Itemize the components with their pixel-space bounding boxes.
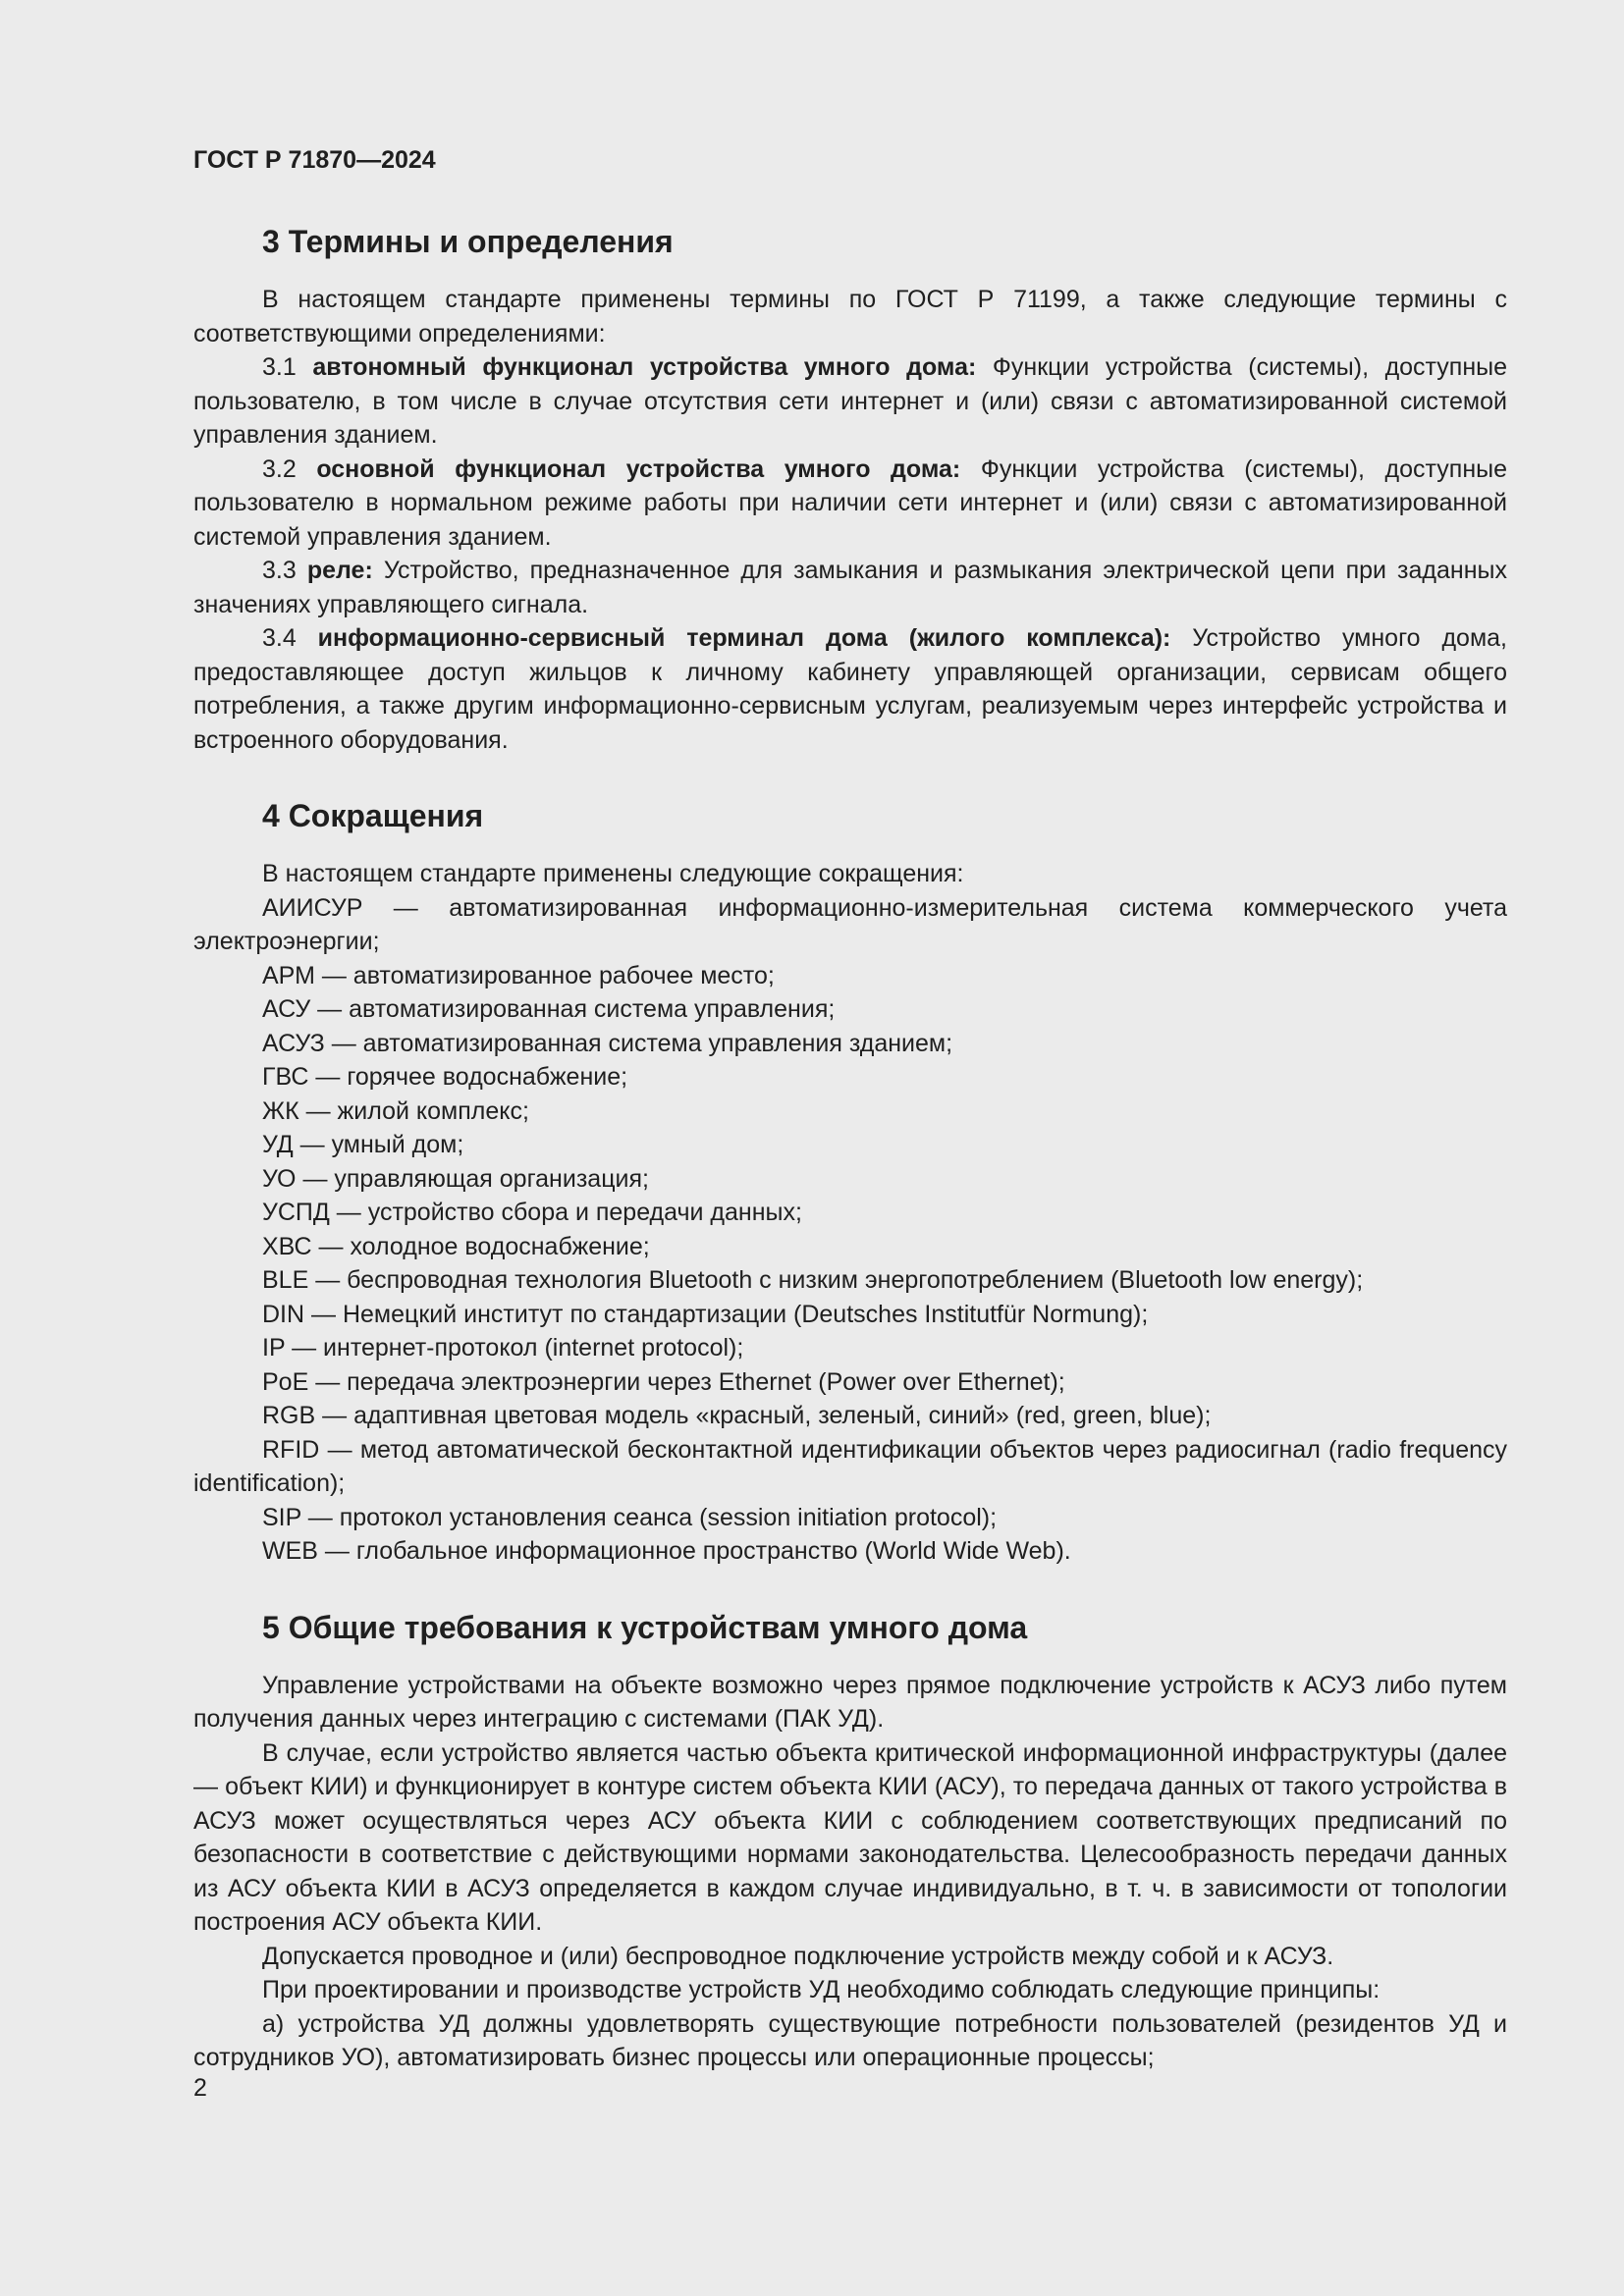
term-number: 3.1: [262, 353, 297, 381]
term-3-1: [193, 350, 1507, 453]
term-number: 3.2: [262, 454, 297, 483]
abbreviation-item: DIN — Немецкий институт по стандартизации (Deutsches Institutfür Normung);: [262, 1300, 1149, 1328]
term-definition: Устройство умного дома, предоставляющее доступ жильцов к личному кабинету управляющей организации, сервисам общего потребления, а также другим информационно-сервисным услугам, реализуемым через интерфейс устройства и встроенного оборудования.: [193, 624, 1507, 754]
section-5-paragraph: При проектировании и производстве устройств УД необходимо соблюдать следующие принципы:: [262, 1976, 1380, 2003]
section-5-title: 5 Общие требования к устройствам умного дома: [262, 1609, 1028, 1645]
abbreviation-item: IP — интернет-протокол (internet protocol);: [262, 1334, 744, 1362]
term-3-2: [193, 453, 1507, 555]
term-name: реле:: [306, 557, 373, 584]
abbreviation-item: SIP — протокол установления сеанса (session initiation protocol);: [262, 1503, 998, 1531]
term-name: основной функционал устройства умного дома:: [316, 454, 961, 483]
abbreviation-item: АРМ — автоматизированное рабочее место;: [262, 961, 775, 989]
term-definition: Функции устройства (системы), доступные пользователю в нормальном режиме работы при наличии сети интернет и (или) связи с автоматизированной системой управления зданием.: [193, 454, 1507, 551]
term-number: 3.3: [262, 557, 297, 584]
abbreviation-item: АСУЗ — автоматизированная система управления зданием;: [262, 1029, 953, 1057]
section-3-intro: В настоящем стандарте применены термины по ГОСТ Р 71199, а также следующие термины с соответствующими определениями:: [193, 286, 1507, 347]
abbreviation-item: ГВС — горячее водоснабжение;: [262, 1063, 628, 1091]
abbreviation-item: УСПД — устройство сбора и передачи данных;: [262, 1199, 802, 1226]
term-3-3: [193, 554, 1507, 621]
section-3-title: 3 Термины и определения: [262, 224, 674, 259]
section-4-title: 4 Сокращения: [262, 798, 484, 833]
abbreviation-item: УД — умный дом;: [262, 1131, 464, 1158]
abbreviation-item: WEB — глобальное информационное пространство (World Wide Web).: [262, 1537, 1071, 1565]
term-name: автономный функционал устройства умного дома:: [312, 353, 977, 381]
section-4-intro: В настоящем стандарте применены следующие сокращения:: [262, 860, 964, 887]
abbreviation-item: RGB — адаптивная цветовая модель «красный, зеленый, синий» (red, green, blue);: [262, 1402, 1212, 1429]
abbreviation-item: АСУ — автоматизированная система управления;: [262, 995, 836, 1023]
abbreviation-item: ХВС — холодное водоснабжение;: [262, 1232, 650, 1260]
term-name: информационно-сервисный терминал дома (жилого комплекса):: [317, 624, 1171, 652]
term-definition: Функции устройства (системы), доступные пользователю, в том числе в случае отсутствия сети интернет и (или) связи с автоматизированной системой управления зданием.: [193, 353, 1508, 449]
document-header: ГОСТ Р 71870—2024: [193, 146, 436, 174]
section-5-paragraph: Допускается проводное и (или) беспроводное подключение устройств между собой и к АСУЗ.: [262, 1942, 1334, 1970]
section-5-paragraph: Управление устройствами на объекте возможно через прямое подключение устройств к АСУЗ либо путем получения данных через интеграцию с системами (ПАК УД).: [193, 1671, 1507, 1733]
term-definition: Устройство, предназначенное для замыкания и размыкания электрической цепи при заданных значениях управляющего сигнала.: [193, 557, 1507, 618]
section-5-paragraph: В случае, если устройство является частью объекта критической информационной инфраструктуры (далее — объект КИИ) и функционирует в контуре систем объекта КИИ (АСУ), то передача данных от такого устройства в АСУЗ может осуществляться через АСУ объекта КИИ с соблюдением соответствующих предписаний по безопасности в соответствие с действующими нормами законодательства. Целесообразность передачи данных из АСУ объекта КИИ в АСУЗ определяется в каждом случае индивидуально, в т. ч. в зависимости от топологии построения АСУ объекта КИИ.: [193, 1738, 1507, 1936]
page-number: 2: [193, 2074, 207, 2102]
abbreviation-item: BLE — беспроводная технология Bluetooth с низким энергопотреблением (Bluetooth low energy);: [262, 1266, 1364, 1294]
section-5-paragraph: а) устройства УД должны удовлетворять существующие потребности пользователей (резидентов УД и сотрудников УО), автоматизировать бизнес процессы или операционные процессы;: [193, 2009, 1507, 2071]
term-3-4: [193, 621, 1507, 757]
abbreviation-item: PoE — передача электроэнергии через Ethernet (Power over Ethernet);: [262, 1367, 1065, 1396]
abbreviation-item: УО — управляющая организация;: [262, 1164, 649, 1193]
abbreviation-item: АИИСУР — автоматизированная информационно-измерительная система коммерческого учета электроэнергии;: [193, 893, 1507, 955]
abbreviation-item: RFID — метод автоматической бесконтактной идентификации объектов через радиосигнал (radio frequency identification);: [193, 1435, 1507, 1497]
abbreviation-item: ЖК — жилой комплекс;: [262, 1096, 529, 1125]
document-page: [193, 143, 1507, 2075]
term-number: 3.4: [262, 624, 297, 652]
